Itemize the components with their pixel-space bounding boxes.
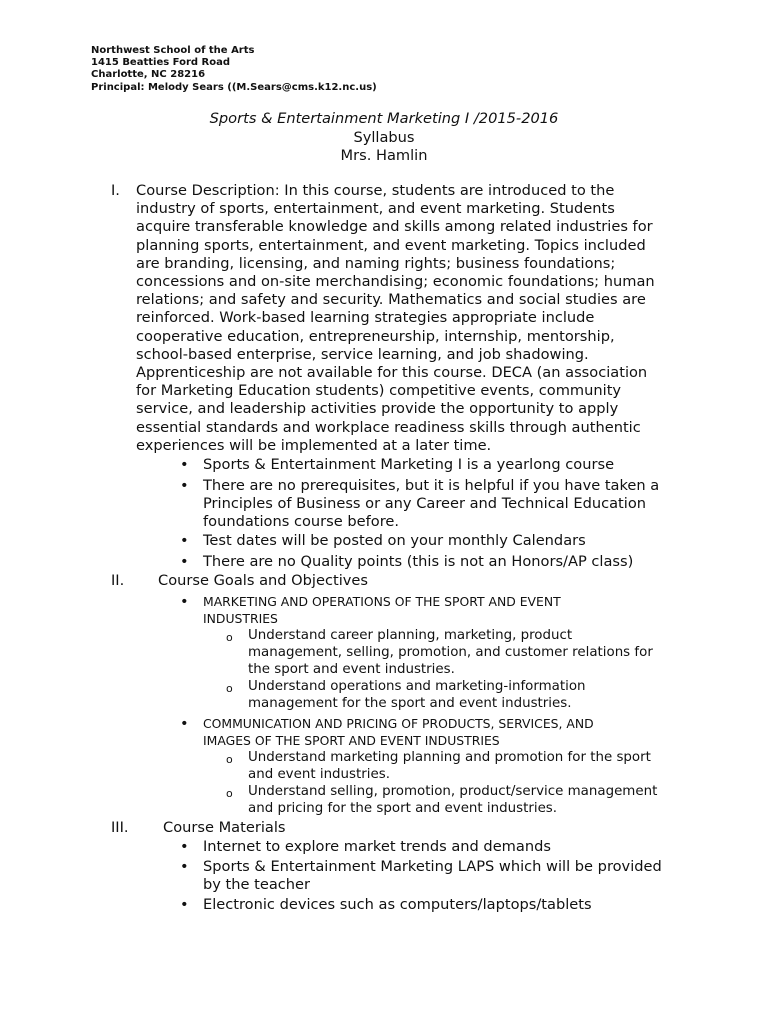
description-line: industry of sports, entertainment, and event marketing. Students [136,200,615,218]
section-2-numeral: II. [111,572,125,589]
description-line: essential standards and workplace readiness skills through authentic [136,418,641,436]
description-line: Apprenticeship are not available for this course. DECA (an association [136,364,648,382]
description-line: cooperative education, entrepreneurship, internship, mentorship, [136,327,615,345]
sub-bullet-icon: o [226,753,233,766]
bullet-text: Principles of Business or any Career and Technical Education [203,495,647,513]
bullet-icon: • [180,858,189,875]
sub-bullet-text: and event industries. [248,767,390,782]
document-title: Syllabus [353,128,415,146]
description-line: service, and leadership activities provide the opportunity to apply [136,400,619,418]
sub-bullet-text: Understand marketing planning and promotion for the sport [248,750,651,765]
description-line: experiences will be implemented at a later time. [136,436,492,454]
sub-bullet-icon: o [226,631,233,644]
section-1-numeral: I. [111,182,120,199]
caps-heading-line: COMMUNICATION AND PRICING OF PRODUCTS, SERVICES, AND [203,716,594,731]
bullet-text: There are no Quality points (this is not an Honors/AP class) [203,553,634,570]
bullet-icon: • [180,896,189,913]
section-2-heading: Course Goals and Objectives [158,572,368,589]
section-3-numeral: III. [111,819,129,836]
principal-line: Principal: Melody Sears ((M.Sears@cms.k12.nc.us) [91,81,377,93]
school-address: 1415 Beatties Ford Road [91,57,231,69]
sub-bullet-text: the sport and event industries. [248,662,455,677]
description-line: school-based enterprise, service learning, and job shadowing. [136,345,589,363]
bullet-icon: • [180,553,189,570]
description-line: concessions and on-site merchandising; economic foundations; human [136,273,655,291]
description-line: for Marketing Education students) competitive events, community [136,382,622,400]
bullet-icon: • [180,532,189,549]
description-line: acquire transferable knowledge and skills among related industries for [136,218,653,236]
description-line: planning sports, entertainment, and event marketing. Topics included [136,236,646,254]
caps-heading-line: INDUSTRIES [203,611,278,626]
bullet-text: foundations course before. [203,513,399,531]
bullet-text: Sports & Entertainment Marketing I is a yearlong course [203,456,615,473]
bullet-icon: • [180,456,189,473]
course-title: Sports & Entertainment Marketing I /2015-2016 [209,110,559,127]
sub-bullet-text: and pricing for the sport and event industries. [248,801,558,816]
section-3-heading: Course Materials [163,819,286,836]
sub-bullet-text: Understand selling, promotion, product/service management [248,784,658,799]
teacher-name: Mrs. Hamlin [340,147,428,164]
bullet-text: There are no prerequisites, but it is helpful if you have taken a [203,477,660,494]
title-block [0,110,768,166]
bullet-icon: • [180,838,189,855]
bullet-text: Electronic devices such as computers/laptops/tablets [203,896,592,913]
bullet-text: by the teacher [203,876,311,894]
school-name: Northwest School of the Arts [91,45,255,56]
description-line: Course Description: In this course, students are introduced to the [136,182,615,199]
bullet-icon: • [180,715,189,732]
bullet-text: Internet to explore market trends and demands [203,838,551,855]
sub-bullet-text: management, selling, promotion, and customer relations for [248,645,653,660]
caps-heading-line: MARKETING AND OPERATIONS OF THE SPORT AND EVENT [203,594,561,609]
description-line: reinforced. Work-based learning strategies appropriate include [136,309,595,327]
section-1-description [136,182,696,455]
bullet-icon: • [180,477,189,494]
sub-bullet-icon: o [226,787,233,800]
sub-bullet-text: Understand operations and marketing-information [248,679,586,694]
sub-bullet-icon: o [226,682,233,695]
description-line: are branding, licensing, and naming rights; business foundations; [136,254,616,272]
bullet-icon: • [180,593,189,610]
sub-bullet-text: Understand career planning, marketing, product [248,628,573,643]
caps-heading-line: IMAGES OF THE SPORT AND EVENT INDUSTRIES [203,733,500,748]
school-city: Charlotte, NC 28216 [91,69,206,81]
sub-bullet-text: management for the sport and event industries. [248,696,572,711]
description-line: relations; and safety and security. Mathematics and social studies are [136,291,646,309]
bullet-text: Sports & Entertainment Marketing LAPS which will be provided [203,858,662,875]
bullet-text: Test dates will be posted on your monthly Calendars [203,532,586,549]
school-header [91,45,377,94]
